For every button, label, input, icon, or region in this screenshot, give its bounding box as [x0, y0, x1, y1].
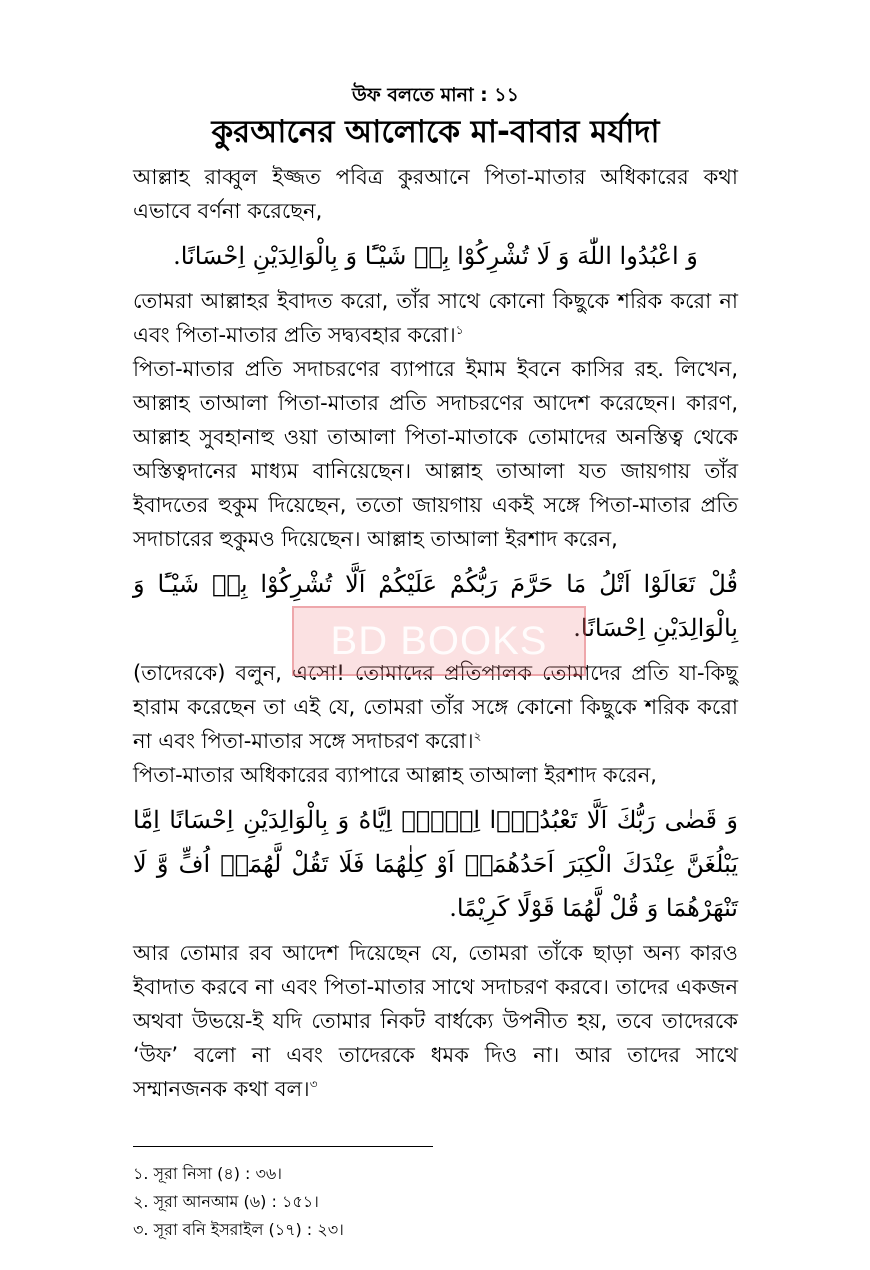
- paragraph-rights: পিতা-মাতার অধিকারের ব্যাপারে আল্লাহ তাআলা ইরশাদ করেন,: [133, 763, 657, 787]
- footnote-ref-3[interactable]: ৩: [309, 1077, 318, 1091]
- footnotes: [133, 1160, 633, 1244]
- paragraph-ibn-kathir: পিতা-মাতার প্রতি সদাচরণের ব্যাপারে ইমাম ইবনে কাসির রহ. লিখেন, আল্লাহ তাআলা পিতা-মাতার প্রতি সদাচরণের আদেশ করেছেন। কারণ, আল্লাহ সুবহানাহু ওয়া তাআলা পিতা-মাতাকে তোমাদের অনস্তিত্ব থেকে অস্তিত্বদানের মাধ্যম বানিয়েছেন। আল্লাহ তাআলা যত জায়গায় তাঁর ইবাদতের হুকুম দিয়েছেন, ততো জায়গায় একই সঙ্গে পিতা-মাতার প্রতি সদাচারের হুকুমও দিয়েছেন। আল্লাহ তাআলা ইরশাদ করেন,: [133, 357, 738, 551]
- arabic-verse-2: قُلْ تَعَالَوْا اَتْلُ مَا حَرَّمَ رَبُّكُمْ عَلَيْكُمْ اَلَّا تُشْرِكُوْا بِهٖ شَيْـًٔا وَ بِالْوَالِدَيْنِ اِحْسَانًا.: [133, 570, 738, 642]
- footnote-3: ৩. সূরা বনি ইসরাইল (১৭) : ২৩।: [133, 1220, 344, 1239]
- page-body: [133, 82, 738, 1106]
- footnote-divider: [133, 1146, 433, 1147]
- footnote-ref-2[interactable]: ২: [473, 729, 482, 743]
- translation-2: (তাদেরকে) বলুন, এসো! তোমাদের প্রতিপালক তোমাদের প্রতি যা-কিছু হারাম করেছেন তা এই যে, তোমরা তাঁর সঙ্গে কোনো কিছুকে শরিক করো না এবং পিতা-মাতার সঙ্গে সদাচরণ করো।$^২$: [133, 661, 738, 753]
- translation-3: আর তোমার রব আদেশ দিয়েছেন যে, তোমরা তাঁকে ছাড়া অন্য কারও ইবাদাত করবে না এবং পিতা-মাতার সাথে সদাচরণ করবে। তাদের একজন অথবা উভয়ে-ই যদি তোমার নিকট বার্ধক্যে উপনীত হয়, তবে তাদেরকে ‘উফ’ বলো না এবং তাদেরকে ধমক দিও না। আর তাদের সাথে সম্মানজনক কথা বল।$^৩$: [133, 941, 738, 1101]
- paragraph-intro: আল্লাহ রাব্বুল ইজ্জত পবিত্র কুরআনে পিতা-মাতার অধিকারের কথা এভাবে বর্ণনা করেছেন,: [133, 165, 738, 223]
- chapter-title: কুরআনের আলোকে মা-বাবার মর্যাদা: [211, 114, 660, 150]
- running-head: উফ বলতে মানা : ১১: [352, 84, 519, 106]
- footnote-2: ২. সূরা আনআম (৬) : ১৫১।: [133, 1192, 319, 1211]
- arabic-verse-1: وَ اعْبُدُوا اللّٰهَ وَ لَا تُشْرِكُوْا بِهٖ شَيْـًٔا وَ بِالْوَالِدَيْنِ اِحْسَانًا.: [173, 242, 698, 270]
- watermark-text: BD BOOKS: [330, 618, 548, 663]
- footnote-1: ১. সূরা নিসা (৪) : ৩৬।: [133, 1164, 283, 1183]
- translation-1: তোমরা আল্লাহর ইবাদত করো, তাঁর সাথে কোনো কিছুকে শরিক করো না এবং পিতা-মাতার প্রতি সদ্ব্যবহার করো।$^১$: [133, 289, 738, 347]
- footnote-ref-1[interactable]: ১: [455, 323, 464, 337]
- arabic-verse-3: وَ قَضٰى رَبُّكَ اَلَّا تَعْبُدُوْۤا اِلَّاۤ اِيَّاهُ وَ بِالْوَالِدَيْنِ اِحْسَانًا اِمَّا يَبْلُغَنَّ عِنْدَكَ الْكِبَرَ اَحَدُهُمَاۤ اَوْ كِلٰهُمَا فَلَا تَقُلْ لَّهُمَاۤ اُفٍّ وَّ لَا تَنْهَرْهُمَا وَ قُلْ لَّهُمَا قَوْلًا كَرِيْمًا.: [133, 806, 738, 922]
